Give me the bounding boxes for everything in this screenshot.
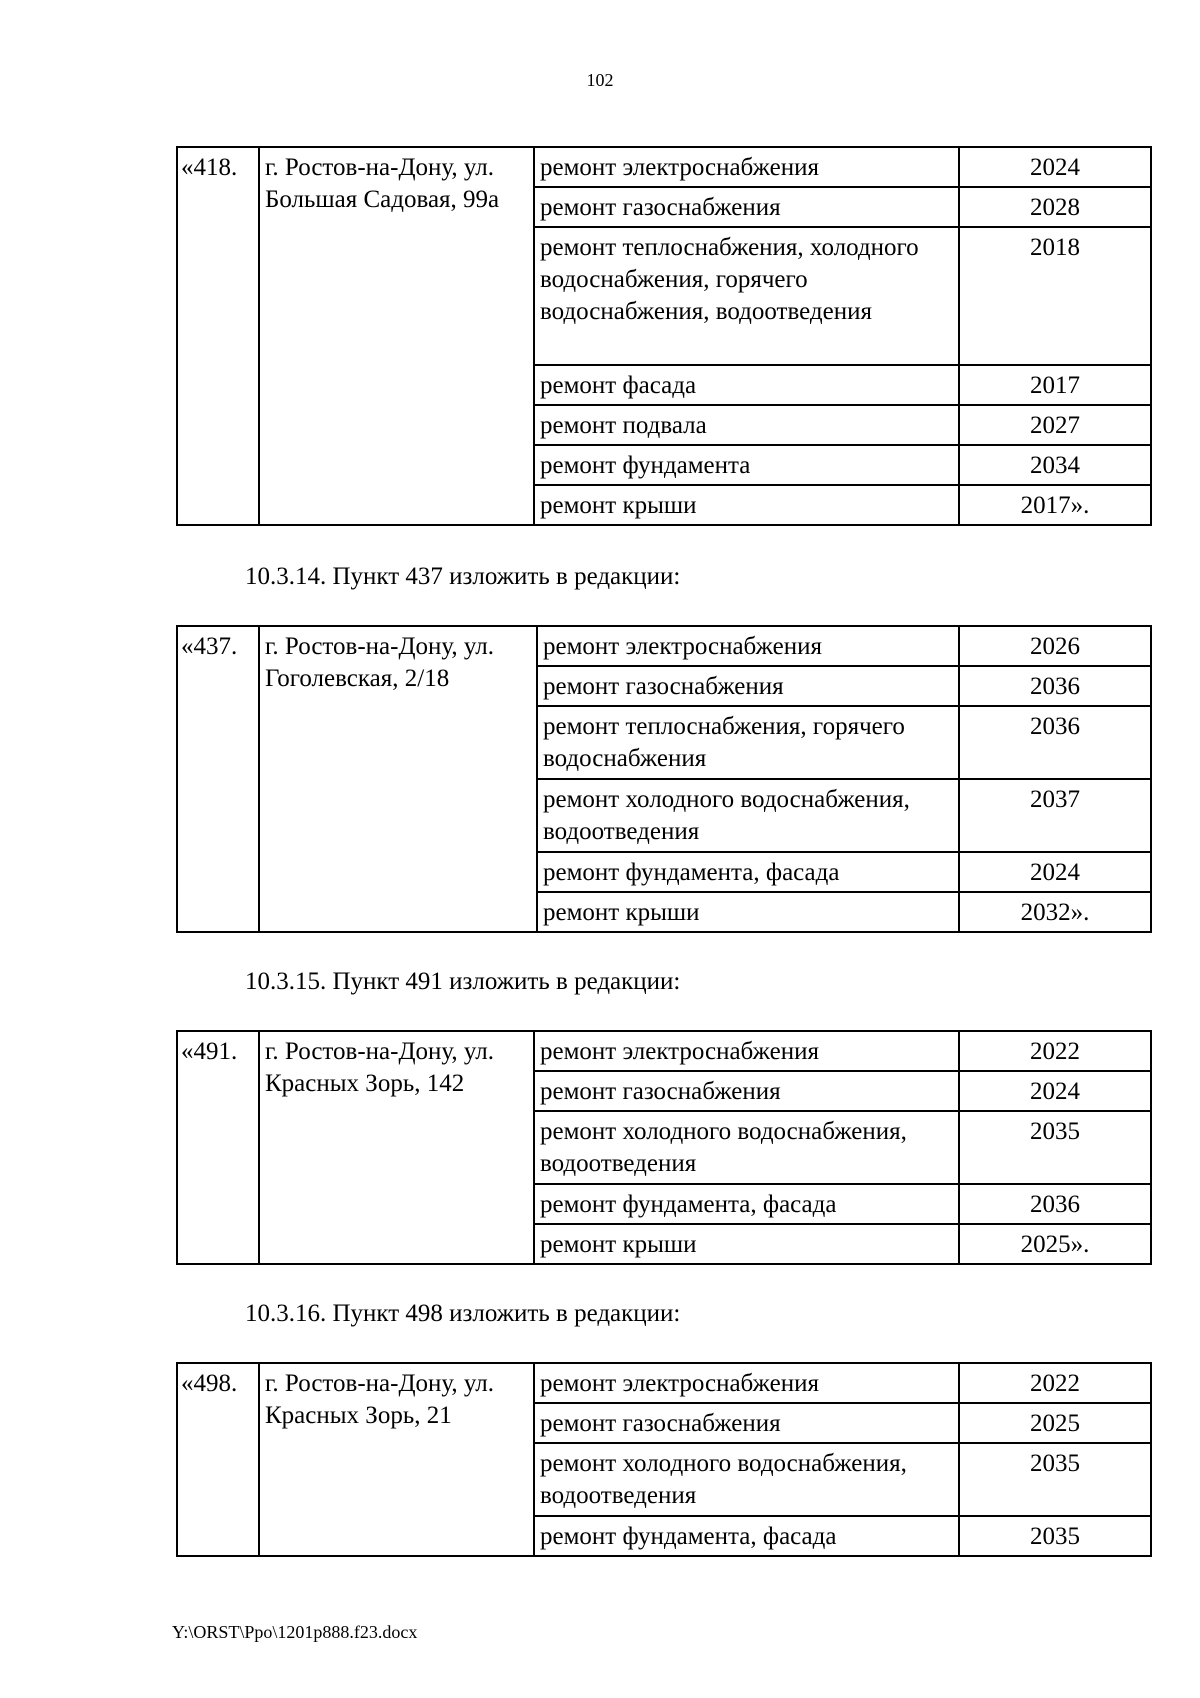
work-year: 2027 xyxy=(959,405,1151,445)
work-type: ремонт фундамента xyxy=(534,445,959,485)
work-year: 2036 xyxy=(959,706,1151,779)
paragraph-10-3-14: 10.3.14. Пункт 437 изложить в редакции: xyxy=(245,563,681,590)
work-year: 2036 xyxy=(959,1184,1151,1224)
work-year: 2025 xyxy=(959,1403,1151,1443)
work-type: ремонт фасада xyxy=(534,365,959,405)
work-type: ремонт фундамента, фасада xyxy=(534,1516,959,1556)
footer-file-path: Y:\ORST\Ppo\1201p888.f23.docx xyxy=(172,1622,418,1642)
work-type: ремонт фундамента, фасада xyxy=(537,852,959,892)
work-type: ремонт газоснабжения xyxy=(534,1071,959,1111)
table-row xyxy=(177,147,1151,187)
work-type: ремонт фундамента, фасада xyxy=(534,1184,959,1224)
work-year: 2037 xyxy=(959,779,1151,852)
item-table-437 xyxy=(176,625,1152,933)
work-type: ремонт электроснабжения xyxy=(534,1363,959,1403)
item-address: г. Ростов-на-Дону, ул. Большая Садовая, 99а xyxy=(259,147,534,525)
work-year: 2017». xyxy=(959,485,1151,525)
item-address: г. Ростов-на-Дону, ул. Красных Зорь, 21 xyxy=(259,1363,534,1556)
work-type: ремонт электроснабжения xyxy=(537,626,959,666)
work-type: ремонт холодного водоснабжения, водоотведения xyxy=(534,1111,959,1184)
work-year: 2025». xyxy=(959,1224,1151,1264)
work-year: 2026 xyxy=(959,626,1151,666)
work-type: ремонт газоснабжения xyxy=(537,666,959,706)
item-number: «498. xyxy=(177,1363,259,1556)
work-year: 2024 xyxy=(959,852,1151,892)
table-row xyxy=(177,1031,1151,1071)
table-row xyxy=(177,626,1151,666)
work-type: ремонт электроснабжения xyxy=(534,147,959,187)
work-year: 2036 xyxy=(959,666,1151,706)
work-type: ремонт подвала xyxy=(534,405,959,445)
paragraph-10-3-15: 10.3.15. Пункт 491 изложить в редакции: xyxy=(245,968,681,995)
work-year: 2017 xyxy=(959,365,1151,405)
work-type: ремонт электроснабжения xyxy=(534,1031,959,1071)
work-year: 2022 xyxy=(959,1363,1151,1403)
item-address: г. Ростов-на-Дону, ул. Гоголевская, 2/18 xyxy=(259,626,537,932)
work-type: ремонт холодного водоснабжения, водоотведения xyxy=(534,1443,959,1516)
work-year: 2028 xyxy=(959,187,1151,227)
work-year: 2024 xyxy=(959,147,1151,187)
work-year: 2018 xyxy=(959,227,1151,365)
table-row xyxy=(177,1363,1151,1403)
work-type: ремонт крыши xyxy=(534,485,959,525)
work-type: ремонт крыши xyxy=(537,892,959,932)
work-year: 2035 xyxy=(959,1111,1151,1184)
work-type: ремонт газоснабжения xyxy=(534,1403,959,1443)
page-number: 102 xyxy=(586,70,614,90)
item-address: г. Ростов-на-Дону, ул. Красных Зорь, 142 xyxy=(259,1031,534,1264)
item-number: «418. xyxy=(177,147,259,525)
item-number: «491. xyxy=(177,1031,259,1264)
paragraph-10-3-16: 10.3.16. Пункт 498 изложить в редакции: xyxy=(245,1300,681,1327)
work-year: 2035 xyxy=(959,1443,1151,1516)
work-type: ремонт теплоснабжения, горячего водоснабжения xyxy=(537,706,959,779)
work-type: ремонт газоснабжения xyxy=(534,187,959,227)
item-table-498 xyxy=(176,1362,1152,1557)
work-type: ремонт крыши xyxy=(534,1224,959,1264)
work-year: 2022 xyxy=(959,1031,1151,1071)
item-table-418 xyxy=(176,146,1152,526)
item-number: «437. xyxy=(177,626,259,932)
work-year: 2032». xyxy=(959,892,1151,932)
work-type: ремонт теплоснабжения, холодного водоснабжения, горячего водоснабжения, водоотведения xyxy=(534,227,959,365)
item-table-491 xyxy=(176,1030,1152,1265)
work-year: 2035 xyxy=(959,1516,1151,1556)
work-year: 2034 xyxy=(959,445,1151,485)
work-type: ремонт холодного водоснабжения, водоотведения xyxy=(537,779,959,852)
work-year: 2024 xyxy=(959,1071,1151,1111)
